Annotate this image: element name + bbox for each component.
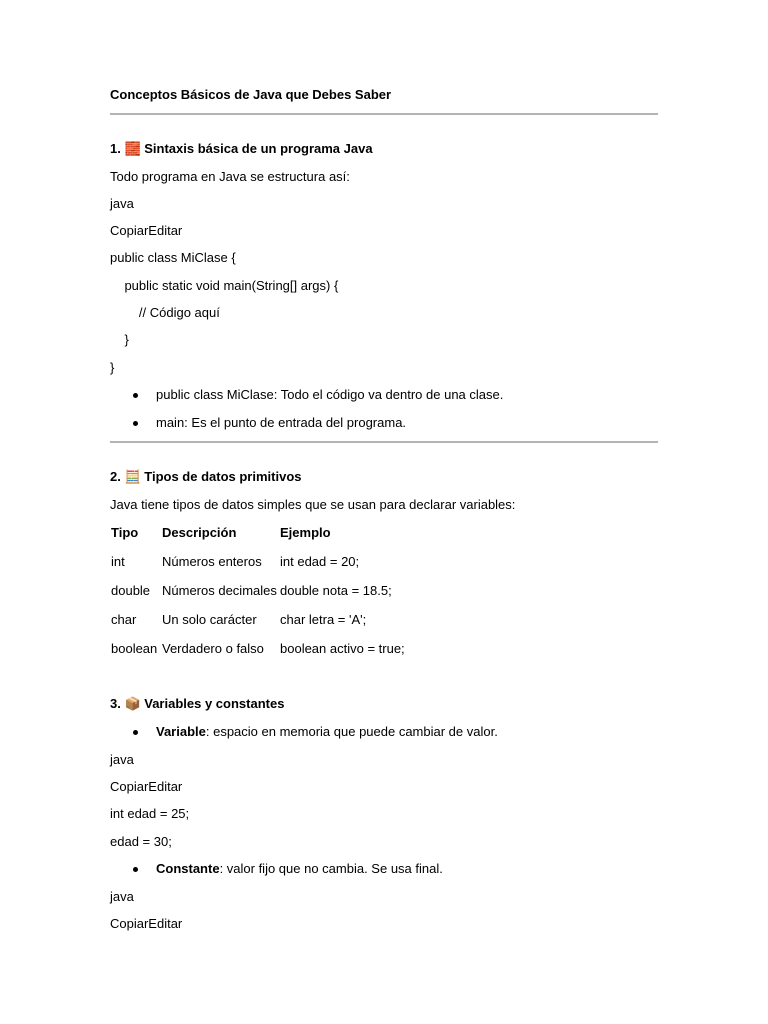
code-language-label: java <box>110 752 134 767</box>
table-cell: int edad = 20; <box>280 554 360 569</box>
table-cell: double <box>111 583 151 598</box>
copy-edit-label: CopiarEditar <box>110 223 183 238</box>
list-item <box>156 724 498 740</box>
table-cell: double nota = 18.5; <box>280 583 392 598</box>
term-variable: Variable <box>156 724 206 739</box>
code-language-label: java <box>110 196 134 211</box>
list-item: public class MiClase: Todo el código va dentro de una clase. <box>156 387 504 402</box>
table-cell: boolean activo = true; <box>280 641 405 656</box>
section-2-intro: Java tiene tipos de datos simples que se usan para declarar variables: <box>110 497 516 512</box>
code-language-label: java <box>110 889 134 904</box>
divider <box>110 441 658 443</box>
code-line: int edad = 25; <box>110 806 190 821</box>
table-cell: Verdadero o falso <box>162 641 264 656</box>
section-2-heading: 2. 🧮 Tipos de datos primitivos <box>110 469 302 484</box>
table-cell: Un solo carácter <box>162 612 257 627</box>
copy-edit-label: CopiarEditar <box>110 779 183 794</box>
table-cell: Números enteros <box>162 554 262 569</box>
bullet-icon <box>133 730 138 735</box>
table-cell: boolean <box>111 641 158 656</box>
code-line: } <box>110 360 115 375</box>
code-line: } <box>110 332 129 347</box>
term-constant: Constante <box>156 861 220 876</box>
bullet-icon <box>133 867 138 872</box>
bullet-icon <box>133 421 138 426</box>
code-line: // Código aquí <box>110 305 220 320</box>
table-cell: char <box>111 612 137 627</box>
section-1-heading: 1. 🧱 Sintaxis básica de un programa Java <box>110 141 373 156</box>
list-item: main: Es el punto de entrada del programa. <box>156 415 407 430</box>
table-cell: char letra = 'A'; <box>280 612 367 627</box>
copy-edit-label: CopiarEditar <box>110 916 183 931</box>
term-description: : valor fijo que no cambia. Se usa final. <box>219 861 443 876</box>
document-title: Conceptos Básicos de Java que Debes Saber <box>110 87 392 102</box>
divider <box>110 113 658 115</box>
table-cell: int <box>111 554 125 569</box>
list-item <box>156 861 443 877</box>
table-header: Tipo <box>111 525 139 540</box>
table-header: Descripción <box>162 525 237 540</box>
section-1-intro: Todo programa en Java se estructura así: <box>110 169 350 184</box>
table-cell: Números decimales <box>162 583 277 598</box>
term-description: : espacio en memoria que puede cambiar de valor. <box>205 724 498 739</box>
section-3-heading: 3. 📦 Variables y constantes <box>110 696 285 711</box>
code-line: public static void main(String[] args) { <box>110 278 339 293</box>
code-line: public class MiClase { <box>110 250 236 265</box>
table-header: Ejemplo <box>280 525 331 540</box>
code-line: edad = 30; <box>110 834 172 849</box>
bullet-icon <box>133 393 138 398</box>
